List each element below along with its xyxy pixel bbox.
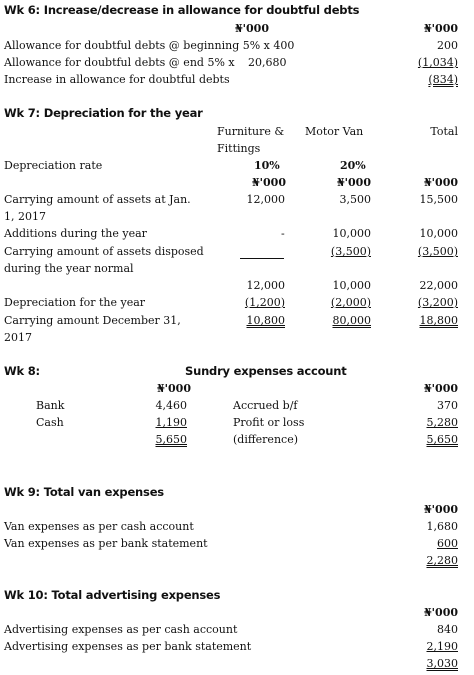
wk10-row1-label: Advertising expenses as per cash account bbox=[4, 623, 238, 636]
wk7-additions-total: 10,000 bbox=[419, 227, 458, 240]
wk7-end-label-2: 2017 bbox=[4, 331, 32, 344]
wk8-right-label-difference: (difference) bbox=[233, 433, 298, 446]
wk8-heading: Wk 8: bbox=[4, 364, 40, 378]
wk10-heading: Wk 10: Total advertising expenses bbox=[4, 588, 221, 602]
wk6-row2-label: Allowance for doubtful debts @ end 5% x bbox=[4, 56, 235, 69]
wk7-rate-label: Depreciation rate bbox=[4, 159, 103, 172]
wk7-depreciation-label: Depreciation for the year bbox=[4, 296, 146, 309]
wk10-currency: ₦'000 bbox=[424, 606, 458, 619]
wk7-rate-furniture: 10% bbox=[254, 159, 280, 172]
wk7-additions-label: Additions during the year bbox=[4, 227, 147, 240]
wk9-row2-value: 600 bbox=[437, 537, 458, 550]
wk7-subtotal-van: 10,000 bbox=[332, 279, 371, 292]
wk8-left-value-bank: 4,460 bbox=[155, 399, 187, 412]
wk9-row1-value: 1,680 bbox=[426, 520, 458, 533]
wk8-left-currency: ₦'000 bbox=[157, 382, 191, 395]
wk7-subtotal-total: 22,000 bbox=[419, 279, 458, 292]
wk7-col-furniture-line2: Fittings bbox=[217, 142, 261, 155]
wk7-carry-label-1: Carrying amount of assets at Jan. bbox=[4, 193, 191, 206]
wk6-row2-mid: 20,680 bbox=[248, 56, 287, 69]
wk7-carry-total: 15,500 bbox=[419, 193, 458, 206]
wk6-row3-value: (834) bbox=[428, 73, 458, 86]
wk7-heading: Wk 7: Depreciation for the year bbox=[4, 106, 203, 120]
wk9-heading: Wk 9: Total van expenses bbox=[4, 485, 164, 499]
wk7-disposed-label-2: during the year normal bbox=[4, 262, 134, 275]
wk8-right-label-accrued: Accrued b/f bbox=[233, 399, 298, 412]
wk6-row3-label: Increase in allowance for doubtful debts bbox=[4, 73, 230, 86]
wk8-right-label-profit-or-loss: Profit or loss bbox=[233, 416, 305, 429]
wk6-heading: Wk 6: Increase/decrease in allowance for doubtful debts bbox=[4, 3, 360, 17]
wk7-depreciation-furniture: (1,200) bbox=[244, 296, 285, 309]
wk7-end-label-1: Carrying amount December 31, bbox=[4, 314, 181, 327]
wk7-col-furniture-line1: Furniture & bbox=[217, 125, 285, 138]
wk6-row1-label: Allowance for doubtful debts @ beginning 5% x 400 bbox=[4, 39, 295, 52]
wk6-currency-right: ₦'000 bbox=[424, 22, 458, 35]
wk9-total: 2,280 bbox=[426, 554, 458, 567]
wk8-left-value-cash: 1,190 bbox=[155, 416, 187, 429]
wk9-row2-label: Van expenses as per bank statement bbox=[4, 537, 208, 550]
wk6-row2-value: (1,034) bbox=[417, 56, 458, 69]
wk7-carry-label-2: 1, 2017 bbox=[4, 210, 46, 223]
wk7-additions-furniture: - bbox=[281, 227, 285, 240]
wk7-disposed-label-1: Carrying amount of assets disposed bbox=[4, 245, 204, 258]
wk7-end-van: 80,000 bbox=[332, 314, 371, 327]
wk6-row1-value: 200 bbox=[437, 39, 458, 52]
wk7-currency-furniture: ₦'000 bbox=[252, 176, 286, 189]
wk10-row2-value: 2,190 bbox=[426, 640, 458, 653]
wk7-end-furniture: 10,800 bbox=[246, 314, 285, 327]
wk7-currency-van: ₦'000 bbox=[337, 176, 371, 189]
wk7-col-motor-van: Motor Van bbox=[305, 125, 364, 138]
wk7-disposed-furniture-blank bbox=[240, 258, 284, 259]
wk8-right-currency: ₦'000 bbox=[424, 382, 458, 395]
wk7-depreciation-total: (3,200) bbox=[417, 296, 458, 309]
wk7-end-total: 18,800 bbox=[419, 314, 458, 327]
wk8-right-value-accrued: 370 bbox=[437, 399, 458, 412]
wk7-col-total: Total bbox=[430, 125, 458, 138]
wk10-total: 3,030 bbox=[426, 657, 458, 670]
wk8-left-label-bank: Bank bbox=[36, 399, 65, 412]
wk7-rate-van: 20% bbox=[340, 159, 366, 172]
wk7-depreciation-van: (2,000) bbox=[330, 296, 371, 309]
wk7-carry-van: 3,500 bbox=[339, 193, 371, 206]
wk9-row1-label: Van expenses as per cash account bbox=[4, 520, 194, 533]
wk8-right-total: 5,650 bbox=[426, 433, 458, 446]
wk7-subtotal-furniture: 12,000 bbox=[246, 279, 285, 292]
wk7-disposed-van: (3,500) bbox=[330, 245, 371, 258]
wk8-left-label-cash: Cash bbox=[36, 416, 64, 429]
wk10-row2-label: Advertising expenses as per bank statement bbox=[4, 640, 252, 653]
wk8-right-value-profit-or-loss: 5,280 bbox=[426, 416, 458, 429]
wk9-currency: ₦'000 bbox=[424, 503, 458, 516]
wk7-additions-van: 10,000 bbox=[332, 227, 371, 240]
wk7-currency-total: ₦'000 bbox=[424, 176, 458, 189]
wk10-row1-value: 840 bbox=[437, 623, 458, 636]
wk6-currency-mid: ₦'000 bbox=[235, 22, 269, 35]
wk8-left-total: 5,650 bbox=[155, 433, 187, 446]
wk7-disposed-total: (3,500) bbox=[417, 245, 458, 258]
wk7-carry-furniture: 12,000 bbox=[246, 193, 285, 206]
wk8-account-title: Sundry expenses account bbox=[185, 364, 347, 378]
